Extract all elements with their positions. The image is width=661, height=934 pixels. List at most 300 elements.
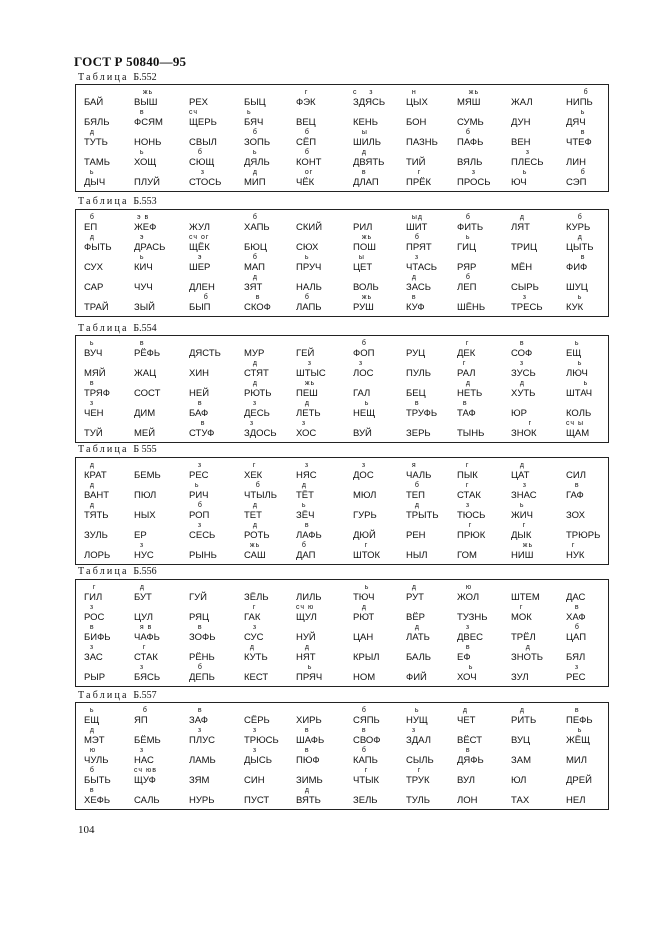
word-text: СЫРЬ [511, 282, 539, 293]
phonetic-mark: д [353, 149, 367, 156]
word-cell [296, 380, 356, 400]
phonetic-mark: з [457, 169, 476, 176]
word-cell [353, 624, 413, 644]
word-text: ДАС [566, 592, 586, 603]
word-cell [244, 89, 304, 109]
word-cell [353, 149, 413, 169]
word-cell [134, 360, 194, 380]
word-cell [189, 89, 249, 109]
phonetic-mark: г [244, 604, 257, 611]
phonetic-mark: з [244, 420, 255, 427]
word-text: ДЛАП [353, 177, 379, 188]
word-cell [189, 109, 249, 129]
word-text: ЗЕЛЬ [353, 795, 378, 806]
word-text: ВУЙ [353, 428, 372, 439]
word-text: БЁМЬ [134, 735, 161, 746]
word-cell [244, 747, 304, 767]
phonetic-mark: д [296, 400, 310, 407]
word-cell [296, 294, 356, 314]
phonetic-mark: з [189, 727, 203, 734]
phonetic-mark: ь [84, 707, 95, 714]
word-text: ЗАСЬ [406, 282, 431, 293]
phonetic-mark: ь [296, 664, 313, 671]
phonetic-mark: б [244, 129, 258, 136]
table-row [76, 522, 608, 542]
word-text: ПАЗНЬ [406, 137, 438, 148]
word-cell [457, 542, 517, 562]
phonetic-mark: б [244, 254, 258, 261]
word-text: БЮЦ [244, 242, 267, 253]
word-text: ЧЕН [84, 408, 104, 419]
phonetic-mark: г [244, 462, 257, 469]
word-text: БЯЛ [566, 652, 586, 663]
word-cell [457, 522, 517, 542]
word-text: ПЕШ [296, 388, 318, 399]
word-text: ГИЦ [457, 242, 476, 253]
phonetic-mark: б [566, 624, 580, 631]
phonetic-mark: з [244, 727, 258, 734]
table-caption-prefix: Таблица [78, 690, 134, 701]
word-cell [353, 542, 413, 562]
phonetic-mark: г [134, 644, 147, 651]
phonetic-mark: ы [353, 254, 365, 261]
word-text: РЕН [406, 530, 426, 541]
word-text: ГУРЬ [353, 510, 377, 521]
word-cell [134, 420, 194, 440]
word-text: ЗНОТЬ [511, 652, 544, 663]
phonetic-mark: б [353, 747, 367, 754]
word-text: ГАФ [566, 490, 584, 501]
phonetic-mark: з [296, 420, 307, 427]
word-text: СЕСЬ [189, 530, 216, 541]
word-cell [566, 482, 626, 502]
word-text: КОНТ [296, 157, 322, 168]
table-row [76, 664, 608, 684]
table-row [76, 502, 608, 522]
phonetic-mark: в [566, 254, 586, 261]
phonetic-mark: в [296, 727, 310, 734]
word-cell [134, 522, 194, 542]
word-text: САР [84, 282, 104, 293]
word-text: СИН [244, 775, 265, 786]
word-cell [457, 767, 517, 787]
word-text: РУШ [353, 302, 374, 313]
word-text: ВЯЛЬ [457, 157, 483, 168]
table-caption-prefix: Таблица [78, 72, 134, 83]
word-cell [353, 340, 413, 360]
word-cell [457, 747, 517, 767]
word-table [75, 457, 609, 565]
phonetic-mark: в [457, 747, 471, 754]
word-text: КЕСТ [244, 672, 269, 683]
word-text: ФИЙ [406, 672, 427, 683]
phonetic-mark: з [134, 664, 145, 671]
word-cell [189, 604, 249, 624]
word-text: ХИРЬ [296, 715, 322, 726]
phonetic-mark: б [296, 542, 307, 549]
word-text: ЛОС [353, 368, 374, 379]
phonetic-mark: д [244, 380, 258, 387]
word-text: ЗОПЬ [244, 137, 271, 148]
word-cell [134, 234, 194, 254]
word-cell [511, 149, 571, 169]
word-text: КОЛЬ [566, 408, 592, 419]
word-cell [244, 502, 304, 522]
word-cell [244, 604, 304, 624]
phonetic-mark: г [457, 522, 473, 529]
word-text: ХУТЬ [511, 388, 536, 399]
phonetic-mark: э [134, 234, 145, 241]
word-text: МУР [244, 348, 265, 359]
phonetic-mark: э [189, 254, 203, 261]
table-row [76, 274, 608, 294]
word-cell [511, 109, 571, 129]
word-cell [189, 462, 249, 482]
word-text: ВЕЦ [296, 117, 316, 128]
word-text: ЖИЧ [511, 510, 533, 521]
word-text: ШТЫС [296, 368, 326, 379]
word-cell [353, 109, 413, 129]
word-cell [189, 502, 249, 522]
word-text: ЩЕРЬ [189, 117, 217, 128]
word-text: КУТЬ [244, 652, 268, 663]
word-cell [296, 109, 356, 129]
word-text: БЯСЬ [134, 672, 161, 683]
word-text: ТАМЬ [84, 157, 110, 168]
word-text: ТУЙ [84, 428, 103, 439]
word-text: ДВЯТЬ [353, 157, 385, 168]
word-text: ТЫНЬ [457, 428, 485, 439]
phonetic-mark: д [296, 482, 307, 489]
word-cell [244, 149, 304, 169]
word-text: ТРЕСЬ [511, 302, 543, 313]
word-text: ЕП [84, 222, 98, 233]
phonetic-mark: з [189, 462, 203, 469]
word-text: НЯС [296, 470, 317, 481]
word-text: ЦУЛ [134, 612, 153, 623]
word-cell [457, 624, 517, 644]
word-cell [189, 254, 249, 274]
word-cell [566, 787, 626, 807]
word-text: МАП [244, 262, 265, 273]
phonetic-mark: ь [353, 400, 370, 407]
word-text: ЕФ [457, 652, 471, 663]
word-cell [296, 584, 356, 604]
word-cell [189, 482, 249, 502]
word-text: ТУЛЬ [406, 795, 430, 806]
page-title: ГОСТ Р 50840—95 [74, 54, 187, 69]
word-cell [511, 747, 571, 767]
word-text: ДАП [296, 550, 316, 561]
table-row [76, 584, 608, 604]
phonetic-mark: сч юв [134, 767, 157, 774]
phonetic-mark: б [353, 707, 367, 714]
phonetic-mark: ог [296, 169, 314, 176]
word-cell [511, 767, 571, 787]
word-cell [189, 624, 249, 644]
word-cell [134, 274, 194, 294]
word-cell [566, 604, 626, 624]
word-cell [353, 664, 413, 684]
word-table [75, 335, 609, 443]
word-cell [511, 234, 571, 254]
word-cell [296, 502, 356, 522]
word-text: ДЯЧ [566, 117, 586, 128]
phonetic-mark: г [84, 584, 97, 591]
word-text: ТРАЙ [84, 302, 109, 313]
word-cell [457, 254, 517, 274]
phonetic-mark: з [457, 502, 471, 509]
word-text: ЛАФЬ [296, 530, 322, 541]
word-cell [189, 400, 249, 420]
word-cell [244, 624, 304, 644]
word-text: ДЯСТЬ [189, 348, 221, 359]
phonetic-mark: д [84, 502, 95, 509]
word-text: НУК [566, 550, 585, 561]
phonetic-mark: я в [134, 624, 153, 631]
phonetic-mark: д [511, 462, 525, 469]
word-text: ЩУФ [134, 775, 156, 786]
word-cell [134, 747, 194, 767]
word-text: ХЕК [244, 470, 263, 481]
word-cell [296, 169, 356, 189]
word-text: ЗЯТ [244, 282, 263, 293]
word-text: МЕЙ [134, 428, 156, 439]
word-cell [457, 482, 517, 502]
phonetic-mark: жь [353, 234, 373, 241]
word-text: ПЛУЙ [134, 177, 160, 188]
phonetic-mark: д [84, 234, 95, 241]
word-cell [189, 707, 249, 727]
word-text: ПРЯТ [406, 242, 432, 253]
word-cell [353, 727, 413, 747]
word-cell [353, 767, 413, 787]
word-cell [134, 129, 194, 149]
word-text: СЯПЬ [353, 715, 380, 726]
word-cell [511, 360, 571, 380]
table-caption-prefix: Таблица [78, 444, 134, 455]
word-text: КУК [566, 302, 584, 313]
word-text: ДЯЛЬ [244, 157, 270, 168]
word-cell [134, 380, 194, 400]
phonetic-mark: н [406, 89, 417, 96]
table-caption-number: Б 555 [133, 444, 157, 455]
word-cell [189, 644, 249, 664]
phonetic-mark: сч ы [566, 420, 585, 427]
table-row [76, 254, 608, 274]
word-text: РЕХ [189, 97, 209, 108]
word-cell [457, 109, 517, 129]
phonetic-mark: з [511, 149, 530, 156]
table-caption-prefix: Таблица [78, 566, 134, 577]
phonetic-mark: в [189, 707, 203, 714]
table-row [76, 149, 608, 169]
word-cell [134, 707, 194, 727]
word-cell [457, 502, 517, 522]
word-text: ЛЕТЬ [296, 408, 321, 419]
phonetic-mark: з [296, 360, 312, 367]
word-cell [353, 234, 413, 254]
word-cell [457, 294, 517, 314]
phonetic-mark: б [296, 129, 310, 136]
word-text: ТЮСЬ [457, 510, 486, 521]
word-cell [511, 707, 571, 727]
phonetic-mark: д [134, 584, 145, 591]
phonetic-mark: жь [457, 89, 480, 96]
phonetic-mark: з [566, 664, 580, 671]
word-text: БОН [406, 117, 427, 128]
phonetic-mark: б [189, 149, 203, 156]
table-row [76, 109, 608, 129]
word-text: НОМ [353, 672, 376, 683]
word-text: ЮР [511, 408, 527, 419]
table-row [76, 767, 608, 787]
word-text: ЛАПЬ [296, 302, 322, 313]
word-cell [134, 787, 194, 807]
word-text: ТРЮСЬ [244, 735, 279, 746]
word-text: ЧТЕФ [566, 137, 592, 148]
phonetic-mark: э в [134, 214, 150, 221]
word-text: ЗЫЙ [134, 302, 155, 313]
word-text: ТРЯФ [84, 388, 111, 399]
phonetic-mark: б [84, 767, 95, 774]
word-cell [189, 340, 249, 360]
word-text: ТЕП [406, 490, 425, 501]
word-cell [189, 747, 249, 767]
table-row [76, 787, 608, 807]
word-text: МЯЙ [84, 368, 106, 379]
word-text: ШТОК [353, 550, 381, 561]
word-text: НЯТ [296, 652, 316, 663]
word-text: НОНЬ [134, 137, 162, 148]
phonetic-mark: в [566, 707, 580, 714]
word-text: РЁНЬ [189, 652, 215, 663]
phonetic-mark: в [189, 420, 206, 427]
word-text: ДЫК [511, 530, 532, 541]
phonetic-mark: г [511, 604, 524, 611]
word-text: ЖУЛ [189, 222, 210, 233]
word-cell [353, 254, 413, 274]
word-text: ЗДАЛ [406, 735, 431, 746]
phonetic-mark: д [84, 129, 95, 136]
word-cell [353, 482, 413, 502]
word-cell [189, 149, 249, 169]
word-text: СУМЬ [457, 117, 484, 128]
word-text: БЫТЬ [84, 775, 111, 786]
word-cell [134, 542, 194, 562]
word-cell [134, 149, 194, 169]
phonetic-mark: жь [296, 380, 316, 387]
word-text: ХАПЬ [244, 222, 270, 233]
word-cell [244, 109, 304, 129]
word-text: ХОС [296, 428, 317, 439]
table-caption-number: Б.556 [133, 566, 157, 577]
word-text: ЗУСЬ [511, 368, 536, 379]
word-text: ЧУЧ [134, 282, 153, 293]
phonetic-mark: з [244, 747, 258, 754]
word-cell [566, 274, 626, 294]
word-text: ПУСТ [244, 795, 270, 806]
word-cell [134, 254, 194, 274]
phonetic-mark: в [189, 624, 203, 631]
phonetic-mark: з [511, 360, 525, 367]
word-text: ЧТЫЛЬ [244, 490, 278, 501]
word-text: ВЕН [511, 137, 531, 148]
phonetic-mark: б [566, 214, 583, 221]
word-cell [457, 787, 517, 807]
phonetic-mark: в [134, 340, 145, 347]
phonetic-mark: ь [457, 234, 471, 241]
table-row [76, 360, 608, 380]
word-text: ТЮЧ [353, 592, 375, 603]
word-cell [566, 360, 626, 380]
word-cell [134, 502, 194, 522]
word-cell [457, 462, 517, 482]
word-text: СЮХ [296, 242, 319, 253]
word-text: ЗУЛ [511, 672, 529, 683]
word-text: ШИТ [406, 222, 428, 233]
phonetic-mark: ь [566, 294, 583, 301]
phonetic-mark: з [511, 294, 527, 301]
table-row [76, 169, 608, 189]
table-row [76, 604, 608, 624]
table-caption [78, 690, 157, 701]
word-cell [566, 644, 626, 664]
word-cell [244, 584, 304, 604]
word-text: ВЁР [406, 612, 426, 623]
phonetic-mark: б [566, 89, 589, 96]
word-cell [296, 89, 356, 109]
word-text: ВУЛ [457, 775, 475, 786]
word-text: РЯЦ [189, 612, 210, 623]
word-cell [457, 340, 517, 360]
word-cell [566, 234, 626, 254]
word-cell [457, 89, 517, 109]
word-cell [511, 274, 571, 294]
word-text: ВАНТ [84, 490, 110, 501]
word-text: ЯП [134, 715, 148, 726]
word-text: НИШ [511, 550, 534, 561]
word-cell [296, 624, 356, 644]
word-text: КАПЬ [353, 755, 378, 766]
word-text: НУРЬ [189, 795, 215, 806]
word-text: ДЫЧ [84, 177, 106, 188]
word-text: ЛОРЬ [84, 550, 111, 561]
word-cell [244, 522, 304, 542]
word-text: ЗЁЧ [296, 510, 315, 521]
word-text: НЕЙ [189, 388, 210, 399]
table-row [76, 747, 608, 767]
word-cell [134, 340, 194, 360]
word-cell [296, 747, 356, 767]
word-text: РЁФЬ [134, 348, 161, 359]
phonetic-mark: д [244, 502, 258, 509]
word-cell [566, 707, 626, 727]
word-text: ХОЧ [457, 672, 477, 683]
word-cell [134, 482, 194, 502]
table-row [76, 129, 608, 149]
word-cell [353, 294, 413, 314]
word-text: ПРОСЬ [457, 177, 491, 188]
word-cell [353, 502, 413, 522]
word-text: ХЕФЬ [84, 795, 111, 806]
word-cell [566, 522, 626, 542]
word-text: ПЕФЬ [566, 715, 593, 726]
word-cell [511, 254, 571, 274]
phonetic-mark: жь [511, 542, 534, 549]
word-text: РОТЬ [244, 530, 270, 541]
phonetic-mark: ы [353, 129, 368, 136]
